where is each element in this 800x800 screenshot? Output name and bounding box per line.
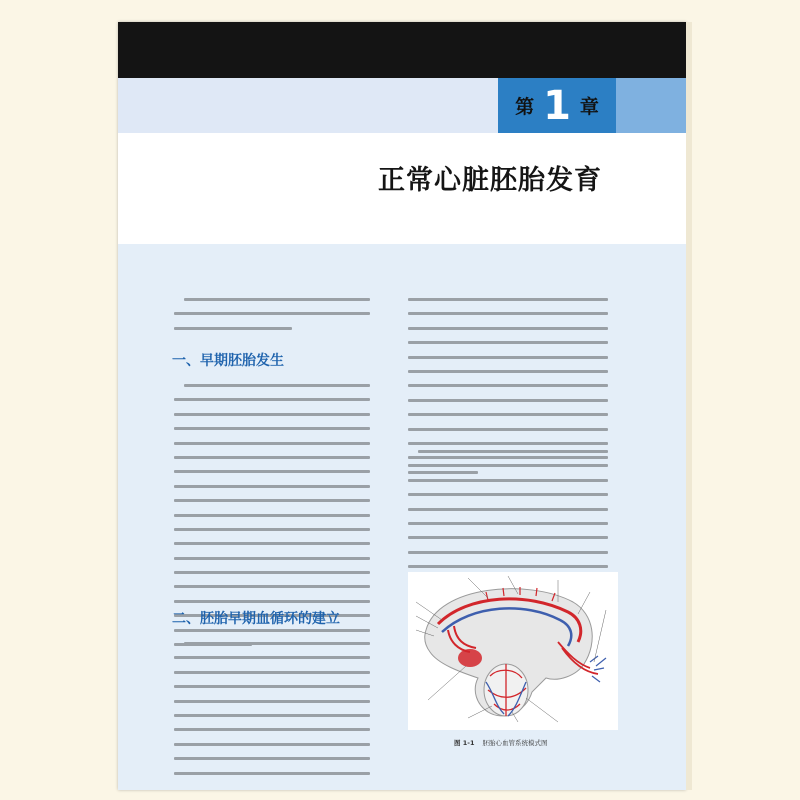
figure-caption (454, 738, 548, 747)
chapter-label (498, 78, 616, 133)
section-heading-1: 一、早期胚胎发生 (172, 353, 284, 369)
intro-paragraph (174, 298, 370, 341)
figure-caption-text: 胚胎心血管系统模式图 (482, 739, 548, 747)
heart (458, 649, 482, 667)
chapter-suffix: 章 (579, 96, 599, 118)
chorionic-villi (590, 656, 606, 682)
embryo-diagram-graphic (408, 572, 618, 730)
figure-label: 图 1-1 (454, 739, 475, 747)
header-black-bar (118, 22, 686, 78)
chapter-prefix: 第 (515, 96, 535, 118)
book-page (118, 22, 686, 790)
chapter-band-accent (616, 78, 686, 133)
embryo-cardiovascular-diagram (408, 572, 618, 730)
chapter-title: 正常心脏胚胎发育 (378, 165, 602, 196)
section-2-paragraph (174, 642, 370, 786)
section-heading-2: 二、胚胎早期血循环的建立 (172, 611, 340, 627)
page-edge (686, 22, 692, 790)
chapter-number: 1 (543, 82, 571, 129)
